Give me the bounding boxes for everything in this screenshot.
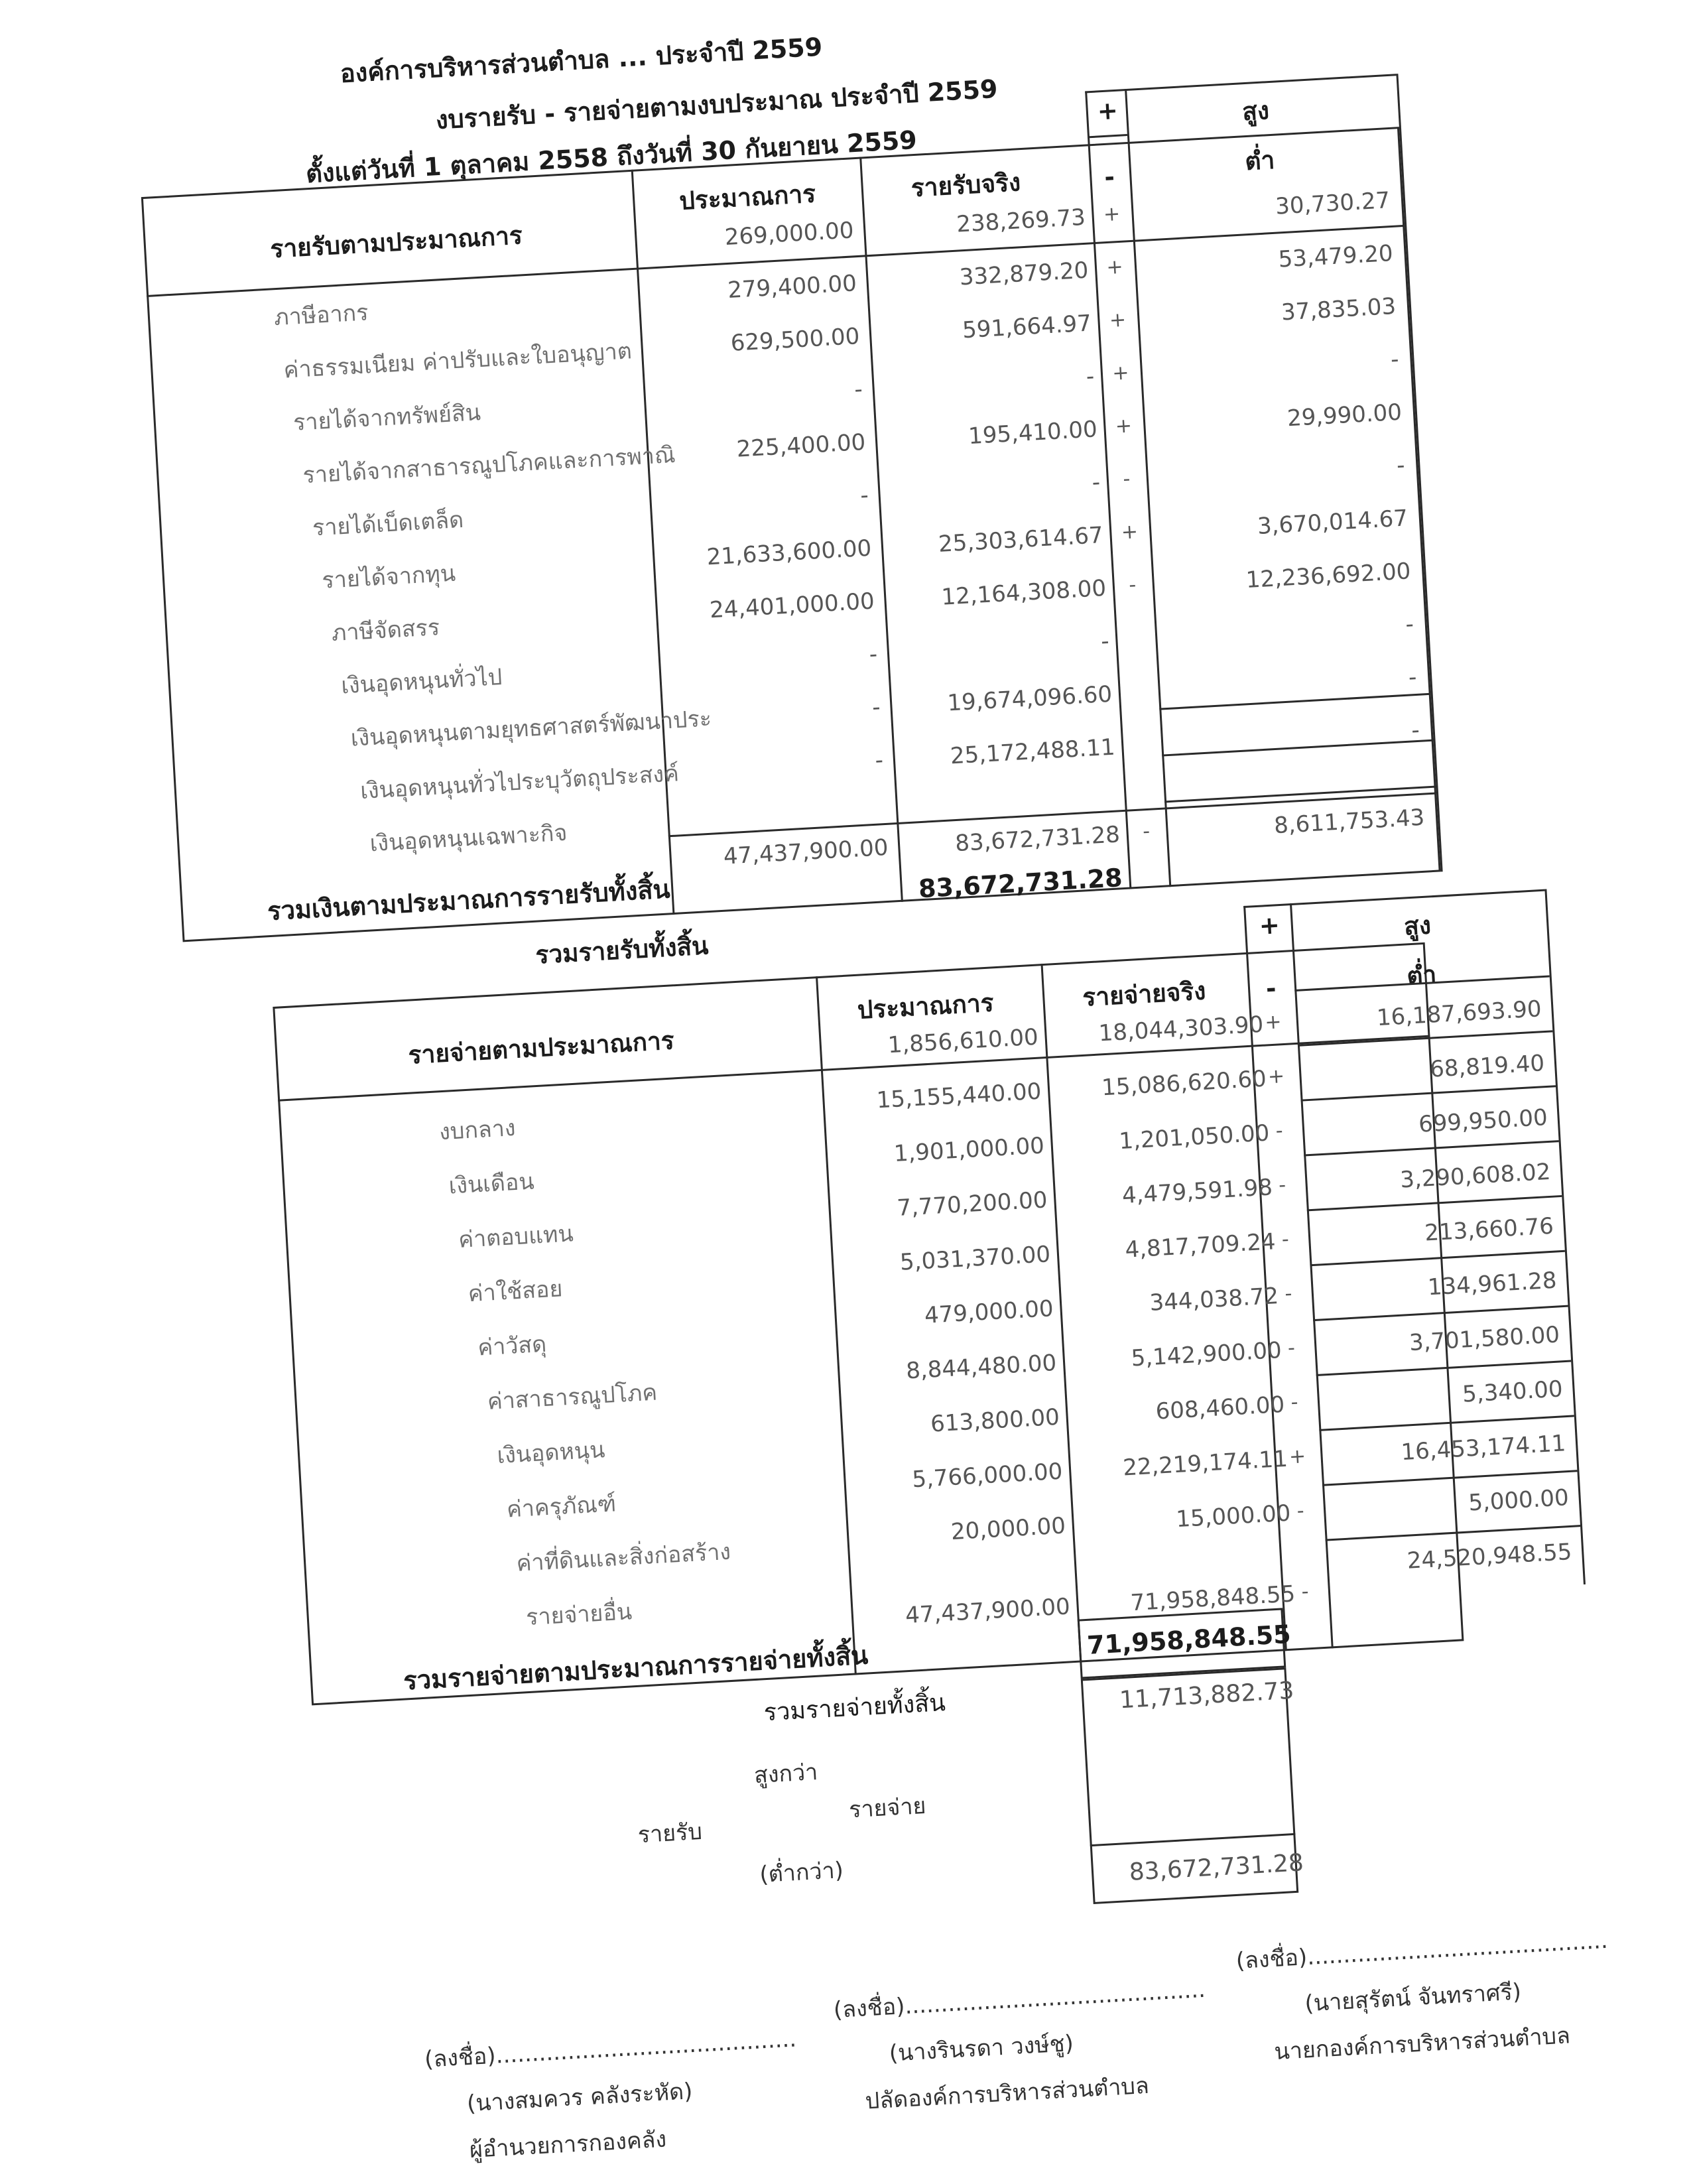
expense-total-diff: 24,520,948.55 (1406, 1538, 1573, 1574)
expense-row-sign: - (1296, 1499, 1305, 1523)
expense-col-high: สูง (1403, 911, 1432, 941)
expense-row-actual: 4,817,709.24 (1124, 1228, 1277, 1263)
expense-row-label: รายจ่ายอื่น (525, 1598, 633, 1632)
income-row-diff: 30,730.27 (1275, 187, 1391, 220)
income-grand-value: 83,672,731.28 (917, 863, 1123, 904)
income-row-sign: + (1114, 414, 1133, 438)
signature-2-title: ปลัดองค์การบริหารส่วนตำบล (864, 2072, 1150, 2115)
income-grand-label: รวมรายรับทั้งสิ้น (534, 931, 710, 970)
expense-row-sign: + (1264, 1010, 1283, 1035)
income-row-diff: - (1390, 346, 1400, 373)
expense-row-sign: - (1275, 1119, 1284, 1143)
signature-1-name: (นางสมควร คลังระหัด) (466, 2078, 694, 2118)
income-col-est: ประมาณการ (678, 179, 817, 216)
expense-row-diff: 16,453,174.11 (1400, 1430, 1567, 1466)
expense-row-est: 15,155,440.00 (875, 1078, 1042, 1114)
expense-col-low: ต่ำ (1406, 960, 1438, 991)
expense-row-diff: 134,961.28 (1426, 1267, 1558, 1301)
income-row-label: ภาษีอากร (273, 299, 369, 332)
expense-row-est: 20,000.00 (950, 1512, 1066, 1546)
income-row-diff: 37,835.03 (1281, 292, 1397, 326)
income-row-est: 279,400.00 (727, 270, 857, 304)
income-row-actual: - (1085, 363, 1096, 391)
expense-row-label: ค่าครุภัณฑ์ (506, 1490, 617, 1523)
income-row-label: ค่าธรรมเนียม ค่าปรับและใบอนุญาต (282, 338, 633, 384)
expense-total-sign: - (1300, 1580, 1310, 1604)
income-total-sign: - (1142, 819, 1151, 844)
income-row-diff: 3,670,014.67 (1256, 505, 1409, 540)
expense-row-label: ค่าที่ดินและสิ่งก่อสร้าง (515, 1538, 732, 1577)
income-row-sign: + (1103, 202, 1121, 227)
expense-row-sign: + (1288, 1445, 1307, 1469)
expense-row-est: 1,901,000.00 (893, 1132, 1045, 1168)
income-row-diff: - (1395, 452, 1406, 480)
income-total-actual: 83,672,731.28 (954, 821, 1121, 858)
income-row-diff: 29,990.00 (1286, 399, 1403, 432)
expense-row-diff: 3,701,580.00 (1409, 1321, 1561, 1357)
income-row-est: 629,500.00 (729, 323, 861, 357)
expense-row-diff: 213,660.76 (1424, 1212, 1554, 1247)
income-row-est: 21,633,600.00 (706, 535, 873, 571)
income-total-est: 47,437,900.00 (722, 834, 889, 870)
expense-row-actual: 18,044,303.90 (1097, 1011, 1265, 1047)
income-row-actual: 25,172,488.11 (949, 734, 1116, 770)
income-col-minus: - (1103, 162, 1115, 192)
expense-row-actual: 5,142,900.00 (1130, 1336, 1283, 1372)
income-row-actual: 332,879.20 (958, 257, 1090, 291)
expense-row-est: 5,766,000.00 (911, 1458, 1064, 1494)
income-row-label: รายได้จากทรัพย์สิน (292, 399, 481, 436)
income-col-high: สูง (1241, 96, 1271, 127)
expense-col-plus: + (1258, 911, 1281, 940)
signature-3-title: นายกองค์การบริหารส่วนตำบล (1273, 2022, 1571, 2066)
expense-row-diff: 5,340.00 (1462, 1376, 1564, 1408)
expense-row-label: ค่าสาธารณูปโภค (486, 1379, 658, 1415)
income-row-est: - (871, 694, 881, 721)
summary-expense-word: รายจ่าย (848, 1792, 927, 1824)
income-row-est: - (874, 747, 885, 774)
expense-total-actual: 71,958,848.55 (1129, 1580, 1296, 1617)
signature-1-line: (ลงชื่อ).......................................... (424, 2025, 797, 2073)
expense-grand-label: รวมรายจ่ายทั้งสิ้น (763, 1689, 946, 1727)
expense-row-diff: 68,819.40 (1429, 1050, 1546, 1083)
expense-row-sign: - (1284, 1281, 1293, 1306)
signature-2-name: (นางรินรดา วงษ์ชู) (888, 2030, 1074, 2067)
summary-lower: (ต่ำกว่า) (759, 1857, 844, 1889)
income-row-sign: + (1111, 361, 1130, 385)
income-total-label: รวมเงินตามประมาณการรายรับทั้งสิ้น (267, 874, 671, 927)
income-row-sign: + (1120, 520, 1139, 545)
expense-row-sign: - (1281, 1228, 1290, 1252)
income-row-actual: - (1100, 627, 1110, 655)
org-header: องค์การบริหารส่วนตำบล ... ประจำปี 2559 (339, 32, 824, 89)
expense-row-actual: 608,460.00 (1155, 1391, 1286, 1425)
expense-row-diff: 699,950.00 (1418, 1104, 1548, 1138)
expense-row-est: 613,800.00 (930, 1403, 1060, 1438)
summary-income-word: รายรับ (637, 1818, 703, 1849)
income-row-est: 24,401,000.00 (709, 588, 875, 624)
expense-row-label: เงินเดือน (448, 1168, 535, 1200)
income-col-plus: + (1096, 96, 1119, 126)
expense-total-est: 47,437,900.00 (905, 1593, 1071, 1630)
expense-row-sign: - (1278, 1173, 1287, 1197)
expense-row-est: 8,844,480.00 (905, 1349, 1058, 1385)
report-title: งบรายรับ - รายจ่ายตามงบประมาณ ประจำปี 2559 (434, 74, 999, 135)
income-total-diff: 8,611,753.43 (1273, 804, 1426, 840)
expense-total-label: รวมรายจ่ายตามประมาณการรายจ่ายทั้งสิ้น (403, 1640, 869, 1696)
income-row-diff: 12,236,692.00 (1245, 558, 1412, 594)
expense-col-actual: รายจ่ายจริง (1082, 976, 1207, 1012)
income-col-label: รายรับตามประมาณการ (269, 221, 523, 264)
expense-row-sign: + (1267, 1064, 1286, 1089)
income-row-actual: 195,410.00 (968, 416, 1098, 450)
expense-row-label: งบกลาง (438, 1114, 517, 1146)
signature-3-line: (ลงชื่อ).......................................... (1235, 1927, 1609, 1975)
income-row-diff: - (1405, 611, 1414, 638)
expense-row-est: 5,031,370.00 (899, 1241, 1052, 1276)
income-col-actual: รายรับจริง (910, 168, 1022, 203)
income-row-actual: 19,674,096.60 (946, 680, 1113, 717)
expense-row-actual: 15,000.00 (1175, 1500, 1292, 1533)
summary-higher: สูงกว่า (753, 1758, 819, 1789)
signature-3-name: (นายสุรัตน์ จันทราศรี) (1304, 1978, 1522, 2018)
income-row-est: - (853, 375, 863, 403)
expense-row-label: ค่าตอบแทน (458, 1220, 574, 1253)
expense-row-actual: 344,038.72 (1149, 1283, 1280, 1317)
expense-row-actual: 15,086,620.60 (1101, 1065, 1267, 1102)
income-row-diff: - (1407, 663, 1418, 691)
expense-row-diff: 3,290,608.02 (1399, 1158, 1552, 1194)
income-row-est: 269,000.00 (723, 217, 855, 251)
summary-diff-value: 11,713,882.73 (1119, 1677, 1295, 1714)
income-row-label: รายได้จากสาธารณูปโภคและการพาณิ (302, 441, 676, 489)
income-row-actual: 591,664.97 (962, 310, 1092, 344)
expense-row-label: ค่าใช้สอย (467, 1275, 564, 1308)
expense-row-label: เงินอุดหนุน (496, 1437, 606, 1470)
expense-row-label: ค่าวัสดุ (477, 1330, 548, 1362)
expense-row-diff: 5,000.00 (1468, 1484, 1570, 1517)
summary-final-value: 83,672,731.28 (1128, 1849, 1304, 1886)
income-row-est: - (868, 641, 879, 668)
signature-1-title: ผู้อำนวยการกองคลัง (468, 2126, 668, 2164)
income-row-diff: - (1410, 716, 1420, 744)
income-col-low: ต่ำ (1244, 145, 1276, 176)
income-row-est: - (859, 482, 869, 509)
income-row-label: รายได้เบ็ดเตล็ด (311, 506, 465, 542)
income-row-actual: 25,303,614.67 (938, 522, 1104, 558)
income-row-actual: - (1091, 469, 1101, 496)
income-row-sign: + (1105, 255, 1124, 280)
income-row-sign: - (1122, 467, 1131, 491)
report-period: ตั้งแต่วันที่ 1 ตุลาคม 2558 ถึงวันที่ 30 กันยายน 2559 (305, 125, 918, 189)
expense-col-est: ประมาณการ (856, 988, 995, 1025)
income-row-label: เงินอุดหนุนทั่วไประบุวัตถุประสงค์ (359, 760, 680, 805)
signature-2-line: (ลงชื่อ).......................................... (832, 1976, 1206, 2024)
income-row-actual: 12,164,308.00 (940, 574, 1107, 611)
expense-row-sign: - (1290, 1390, 1299, 1415)
income-row-sign: - (1128, 573, 1137, 597)
income-row-diff: 53,479.20 (1277, 239, 1394, 273)
expense-row-sign: - (1287, 1336, 1296, 1360)
expense-row-est: 479,000.00 (924, 1295, 1054, 1329)
income-row-label: เงินอุดหนุนตามยุทธศาสตร์พัฒนาประ (349, 705, 713, 752)
expense-col-label: รายจ่ายตามประมาณการ (407, 1026, 675, 1070)
expense-col-minus: - (1265, 974, 1277, 1003)
income-row-label: รายได้จากทุน (321, 560, 457, 594)
expense-row-diff: 16,187,693.90 (1375, 996, 1542, 1032)
expense-row-est: 1,856,610.00 (887, 1023, 1039, 1059)
income-row-label: เงินอุดหนุนทั่วไป (340, 663, 503, 700)
income-row-label: เงินอุดหนุนเฉพาะกิจ (369, 819, 568, 858)
expense-row-actual: 4,479,591.98 (1121, 1174, 1273, 1209)
expense-grand-value: 71,958,848.55 (1086, 1619, 1292, 1660)
expense-row-actual: 1,201,050.00 (1118, 1120, 1271, 1155)
income-row-actual: 238,269.73 (956, 204, 1086, 238)
income-row-label: ภาษีจัดสรร (330, 614, 441, 647)
income-row-est: 225,400.00 (735, 428, 867, 463)
expense-row-actual: 22,219,174.11 (1122, 1445, 1288, 1482)
expense-row-est: 7,770,200.00 (896, 1187, 1048, 1222)
income-row-sign: + (1108, 308, 1127, 332)
